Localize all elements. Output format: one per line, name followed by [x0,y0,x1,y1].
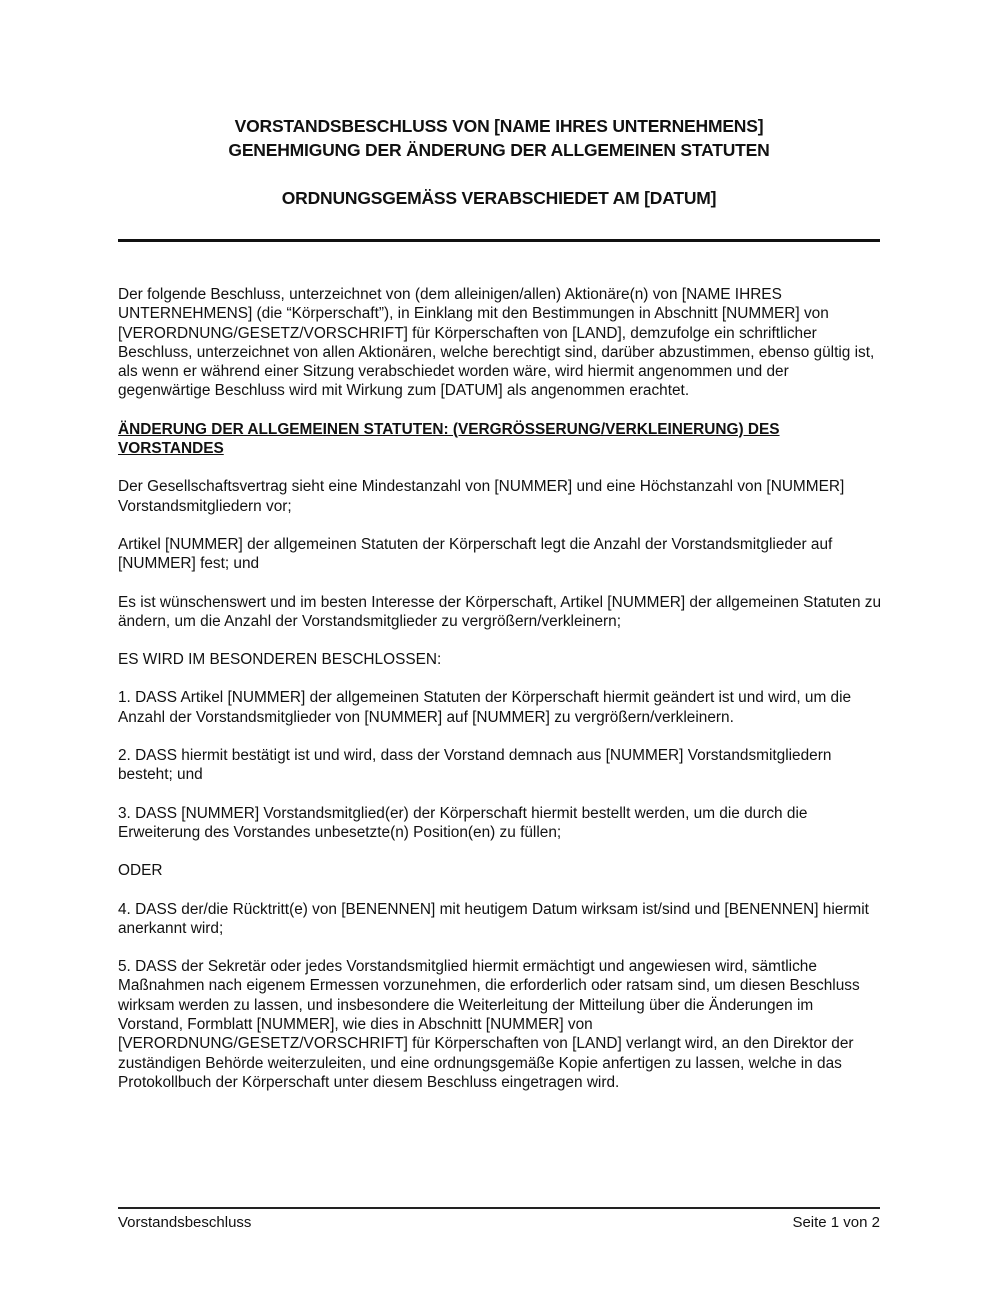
paragraph-desirable: Es ist wünschenswert und im besten Interesse der Körperschaft, Artikel [NUMMER] der allgemeinen Statuten zu ändern, um die Anzahl der Vorstandsmitglieder zu vergrößern/verkleinern; [118,593,882,630]
document-subtitle: ORDNUNGSGEMÄSS VERABSCHIEDET AM [DATUM] [281,188,717,208]
or-separator: ODER [118,862,163,880]
page-footer [118,1214,880,1231]
header-divider [118,239,880,242]
footer-page-number: Seite 1 von 2 [792,1214,880,1231]
resolution-item-5: 5. DASS der Sekretär oder jedes Vorstandsmitglied hiermit ermächtigt und angewiesen wird, sämtliche Maßnahmen nach eigenem Ermessen vorzunehmen, die erforderlich oder ratsam sind, um diesen Beschluss wirksam werden zu lassen, und insbesondere die Weiterleitung der Mitteilung über die Änderungen im Vorstand, Formblatt [NUMMER], wie dies in Abschnitt [NUMMER] von [VERORDNUNG/GESETZ/VORSCHRIFT] für Körperschaften von [LAND] verlangt wird, an den Direktor der zuständigen Behörde weiterzuleiten, und eine ordnungsgemäße Kopie anfertigen zu lassen, welche in das Protokollbuch der Körperschaft unter diesem Beschluss eingetragen wird. [118,958,860,1091]
resolution-item-4: 4. DASS der/die Rücktritt(e) von [BENENNEN] mit heutigem Datum wirksam ist/sind und [BENENNEN] hiermit anerkannt wird; [118,900,869,937]
document-body [118,285,882,1111]
intro-paragraph: Der folgende Beschluss, unterzeichnet von (dem alleinigen/allen) Aktionäre(n) von [NAME IHRES UNTERNEHMENS] (die “Körperschaft”), in Einklang mit den Bestimmungen in Abschnitt [NUMMER] von [VERORDNUNG/GESETZ/VORSCHRIFT] für Körperschaften von [LAND], demzufolge ein schriftlicher Beschluss, unterzeichnet von allen Aktionären, welche berechtigt sind, darüber abzustimmen, ebenso gültig ist, als wenn er während einer Sitzung verabschiedet worden wäre, wird hiermit angenommen und der gegenwärtige Beschluss wird mit Wirkung zum [DATUM] als angenommen erachtet. [118,286,875,400]
footer-divider [118,1207,880,1209]
resolution-item-1: 1. DASS Artikel [NUMMER] der allgemeinen Statuten der Körperschaft hiermit geändert ist und wird, um die Anzahl der Vorstandsmitglieder von [NUMMER] auf [NUMMER] zu vergrößern/verkleinern. [118,689,852,726]
resolved-heading: ES WIRD IM BESONDEREN BESCHLOSSEN: [118,651,442,669]
document-title-line-2: GENEHMIGUNG DER ÄNDERUNG DER ALLGEMEINEN STATUTEN [228,140,770,160]
section-heading: ÄNDERUNG DER ALLGEMEINEN STATUTEN: (VERGRÖSSERUNG/VERKLEINERUNG) DES VORSTANDES [118,420,780,458]
paragraph-article-count: Artikel [NUMMER] der allgemeinen Statuten der Körperschaft legt die Anzahl der Vorstandsmitglieder auf [NUMMER] fest; und [118,535,833,573]
footer-document-name: Vorstandsbeschluss [118,1214,252,1231]
document-title-line-1: VORSTANDSBESCHLUSS VON [NAME IHRES UNTERNEHMENS] [234,116,764,136]
resolution-item-2: 2. DASS hiermit bestätigt ist und wird, dass der Vorstand demnach aus [NUMMER] Vorstandsmitgliedern besteht; und [118,747,832,784]
document-title-block [118,114,880,210]
resolution-item-3: 3. DASS [NUMMER] Vorstandsmitglied(er) der Körperschaft hiermit bestellt werden, um die durch die Erweiterung des Vorstandes unbesetzte(n) Position(en) zu füllen; [118,804,808,841]
paragraph-min-max-members: Der Gesellschaftsvertrag sieht eine Mindestanzahl von [NUMMER] und eine Höchstanzahl von [NUMMER] Vorstandsmitgliedern vor; [118,478,845,515]
